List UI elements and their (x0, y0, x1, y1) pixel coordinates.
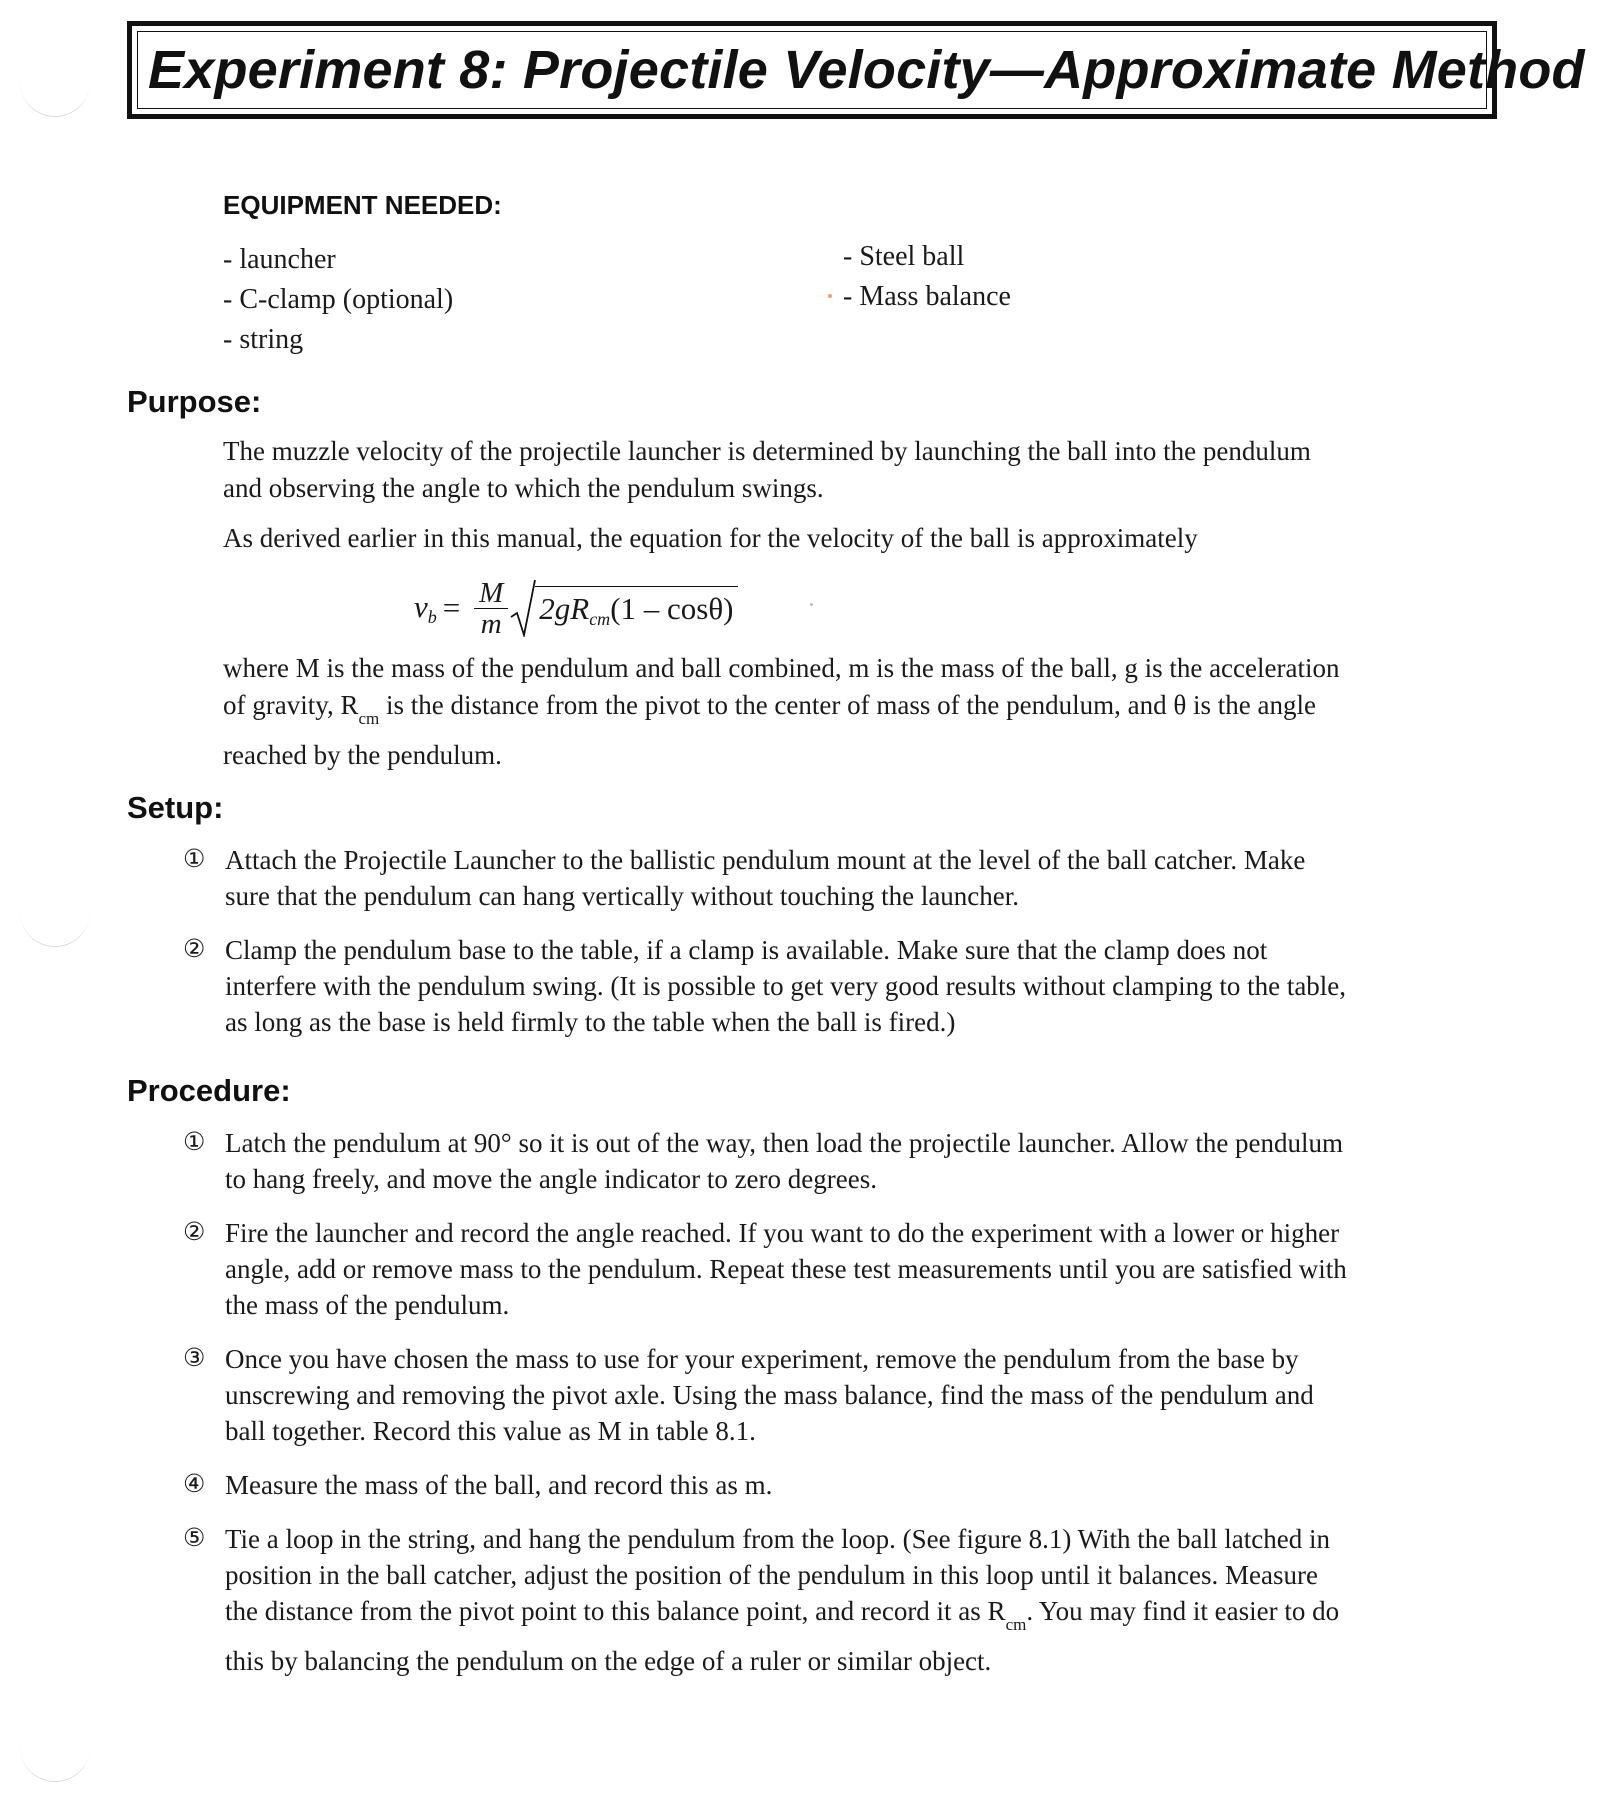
step-text: Attach the Projectile Launcher to the ballistic pendulum mount at the level of the ball catcher. Make sure that the pendulum can hang vertically without touching the launcher. (225, 845, 1306, 911)
radical-sign-icon (510, 579, 536, 637)
list-item (183, 1341, 1353, 1449)
step-text (225, 1521, 1353, 1679)
purpose-paragraph-3-text: where M is the mass of the pendulum and ball combined, m is the mass of the ball, g is the acceleration of gravity, R (223, 653, 1340, 720)
scan-speck (828, 294, 832, 298)
purpose-paragraph-2: As derived earlier in this manual, the equation for the velocity of the ball is approximately (223, 523, 1198, 553)
binder-hole-bottom (20, 1745, 90, 1782)
equipment-item: - C-clamp (optional) (223, 284, 454, 315)
setup-heading: Setup: (127, 790, 224, 825)
radicand: $2gR_{cm}(1 - \cos\theta)$ (535, 586, 737, 630)
equation-square-root (510, 579, 737, 637)
step-text-part-end: . You may find it easier to do this by balancing the pendulum on the edge of a ruler or similar object. (225, 1596, 1340, 1676)
equation-lhs: $v_b$ (414, 588, 437, 627)
fraction-numerator: M (479, 576, 504, 609)
title-inner-frame (137, 31, 1585, 109)
equipment-item: - Mass balance (843, 281, 1011, 312)
step-number: ① (183, 1129, 206, 1156)
equation-equals: = (442, 590, 461, 625)
scan-speck (810, 603, 813, 606)
equipment-item: - Steel ball (843, 241, 965, 272)
step-number: ① (183, 846, 206, 873)
list-item (183, 1125, 1353, 1197)
procedure-list (183, 1125, 1353, 1679)
procedure-heading: Procedure: (127, 1073, 291, 1108)
subscript-cm: cm (1005, 1615, 1027, 1634)
step-number: ② (183, 936, 206, 963)
step-number: ② (183, 1219, 206, 1246)
step-text: Once you have chosen the mass to use for your experiment, remove the pendulum from the base by unscrewing and removing the pivot axle. Using the mass balance, find the mass of the pendulum and ball together. Record this value as M in table 8.1. (225, 1344, 1314, 1446)
fraction-denominator: m (480, 607, 502, 640)
title-box (127, 21, 1585, 119)
step-number: ④ (183, 1471, 206, 1498)
subscript-cm: cm (358, 709, 380, 728)
equipment-item: - string (223, 324, 304, 355)
list-item (183, 932, 1353, 1040)
step-text: Fire the launcher and record the angle reached. If you want to do the experiment with a lower or higher angle, add or remove mass to the pendulum. Repeat these test measurements until you are satisfied with the mass of the pendulum. (225, 1218, 1347, 1320)
step-text: Measure the mass of the ball, and record this as m. (225, 1470, 773, 1500)
list-item (183, 1521, 1353, 1679)
equipment-heading: EQUIPMENT NEEDED: (223, 190, 502, 220)
purpose-paragraph-3 (223, 650, 1353, 774)
page-title: Experiment 8: Projectile Velocity—Approximate Method (148, 40, 1585, 100)
step-text: Latch the pendulum at 90° so it is out of the way, then load the projectile launcher. Allow the pendulum to hang freely, and move the angle indicator to zero degrees. (225, 1128, 1344, 1194)
list-item (183, 1215, 1353, 1323)
purpose-paragraph-1: The muzzle velocity of the projectile launcher is determined by launching the ball into the pendulum and observing the angle to which the pendulum swings. (223, 436, 1311, 503)
equipment-list-right (843, 237, 1011, 317)
purpose-paragraph-3-text-end: is the distance from the pivot to the center of mass of the pendulum, and θ is the angle reached by the pendulum. (223, 690, 1316, 770)
list-item (183, 842, 1353, 914)
equipment-item: - launcher (223, 244, 336, 275)
equipment-list-left (223, 240, 453, 360)
setup-list (183, 842, 1353, 1040)
binder-hole-top (20, 80, 90, 117)
step-text-part: Tie a loop in the string, and hang the pendulum from the loop. (See figure 8.1) With the ball latched in position in the ball catcher, adjust the position of the pendulum in this loop until it balances. Measure the distance from the pivot point to this balance point, and record it as R (225, 1524, 1330, 1626)
velocity-equation (414, 578, 738, 638)
step-text: Clamp the pendulum base to the table, if a clamp is available. Make sure that the clamp does not interfere with the pendulum swing. (It is possible to get very good results without clamping to the table, as long as the base is held firmly to the table when the ball is fired.) (225, 935, 1347, 1037)
equation-fraction (474, 576, 508, 640)
list-item (183, 1467, 1353, 1503)
step-number: ⑤ (183, 1525, 206, 1552)
step-number: ③ (183, 1345, 206, 1372)
binder-hole-middle (20, 910, 90, 947)
purpose-heading: Purpose: (127, 384, 262, 419)
